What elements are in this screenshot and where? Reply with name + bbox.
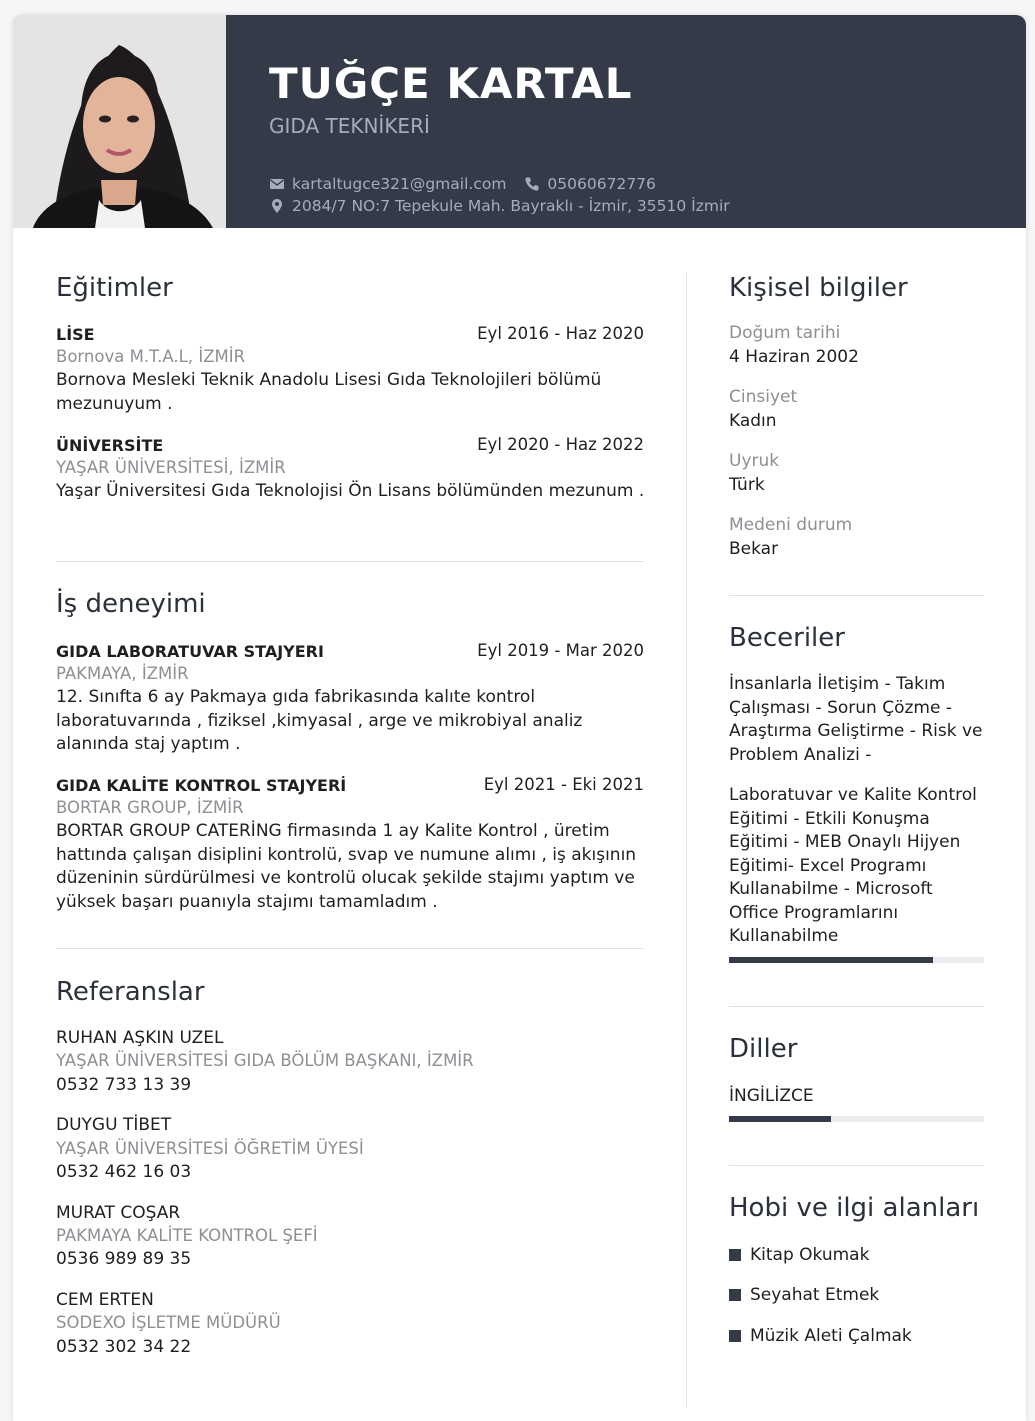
contact-row [269,175,656,193]
candidate-title: GIDA TEKNİKERİ [269,114,430,138]
language-level-fill [729,1116,831,1122]
phone-text[interactable]: 05060672776 [547,175,656,193]
reference-org: YAŞAR ÜNİVERSİTESİ GIDA BÖLÜM BAŞKANI, İZMİR [56,1051,474,1070]
address-text: 2084/7 NO:7 Tepekule Mah. Bayraklı - İzmir, 35510 İzmir [292,197,730,215]
personal-label: Uyruk [729,451,780,471]
section-divider [56,948,644,949]
language-level-bar [729,1116,984,1122]
section-divider [729,595,984,596]
skill-level-bar [729,957,984,963]
candidate-name: TUĞÇE KARTAL [269,59,633,108]
reference-phone[interactable]: 0532 733 13 39 [56,1075,192,1095]
experience-date: Eyl 2021 - Eki 2021 [483,775,644,794]
education-desc: Yaşar Üniversitesi Gıda Teknolojisi Ön Lisans bölümünden mezunum . [56,481,645,501]
hobby-label: Müzik Aleti Çalmak [750,1326,912,1346]
education-school: Bornova M.T.A.L, İZMİR [56,347,246,366]
hobby-label: Seyahat Etmek [750,1285,880,1305]
reference-name: DUYGU TİBET [56,1115,172,1135]
references-heading: Referanslar [56,977,205,1007]
resume-sheet [13,15,1026,1421]
address-row [269,197,730,215]
section-divider [56,561,644,562]
reference-name: CEM ERTEN [56,1290,154,1310]
reference-phone[interactable]: 0536 989 89 35 [56,1249,192,1269]
hobby-item [729,1245,869,1265]
experience-desc: 12. Sınıfta 6 ay Pakmaya gıda fabrikasında kalıte kontrol laboratuvarında , fiziksel ,kimyasal , arge ve mikrobiyal analiz alanında staj yaptım . [56,687,583,754]
experience-company: BORTAR GROUP, İZMİR [56,798,244,817]
experience-heading: İş deneyimi [56,589,206,619]
profile-photo [13,15,226,228]
skills-heading: Beceriler [729,623,845,653]
personal-value: Kadın [729,411,777,431]
language-name: İNGİLİZCE [729,1086,814,1106]
personal-value: 4 Haziran 2002 [729,347,859,367]
bullet-square-icon [729,1330,741,1342]
education-date: Eyl 2016 - Haz 2020 [477,324,644,343]
skills-text: İnsanlarla İletişim - Takım Çalışması - Sorun Çözme - Araştırma Geliştirme - Risk ve Problem Analizi - [729,674,983,765]
reference-org: YAŞAR ÜNİVERSİTESİ ÖĞRETİM ÜYESİ [56,1139,364,1158]
section-divider [729,1006,984,1007]
personal-label: Doğum tarihi [729,323,841,343]
reference-name: MURAT COŞAR [56,1203,181,1223]
personal-value: Türk [729,475,765,495]
reference-phone[interactable]: 0532 462 16 03 [56,1162,192,1182]
experience-company: PAKMAYA, İZMİR [56,664,189,683]
reference-org: SODEXO İŞLETME MÜDÜRÜ [56,1313,281,1332]
personal-heading: Kişisel bilgiler [729,273,908,303]
experience-date: Eyl 2019 - Mar 2020 [477,641,644,660]
personal-value: Bekar [729,539,779,559]
reference-org: PAKMAYA KALİTE KONTROL ŞEFİ [56,1226,318,1245]
skill-level-fill [729,957,933,963]
education-name: LİSE [56,325,95,344]
experience-desc: BORTAR GROUP CATERİNG firmasında 1 ay Kalite Kontrol , üretim hattında çalışan disiplini kontrolü, svap ve numune alımı , iş akışının düzeninin sürdürülmesi ve kontrolü olucak şekilde stajımı yaptım ve yüksek başarı puanıyla stajımı tamamladım . [56,821,637,912]
education-school: YAŞAR ÜNİVERSİTESİ, İZMİR [56,458,286,477]
column-divider [686,272,687,1408]
experience-name: GIDA KALİTE KONTROL STAJYERİ [56,776,347,795]
hobbies-heading: Hobi ve ilgi alanları [729,1193,980,1223]
hobby-item [729,1326,912,1346]
bullet-square-icon [729,1249,741,1261]
education-desc: Bornova Mesleki Teknik Anadolu Lisesi Gıda Teknolojileri bölümü mezunuyum . [56,370,602,414]
education-heading: Eğitimler [56,273,173,303]
personal-label: Cinsiyet [729,387,798,407]
education-date: Eyl 2020 - Haz 2022 [477,435,644,454]
reference-name: RUHAN AŞKIN UZEL [56,1028,224,1048]
personal-label: Medeni durum [729,515,853,535]
education-name: ÜNİVERSİTE [56,436,164,455]
hobby-label: Kitap Okumak [750,1245,870,1265]
section-divider [729,1165,984,1166]
phone-icon [524,176,540,192]
languages-heading: Diller [729,1034,798,1064]
envelope-icon [269,176,285,192]
reference-phone[interactable]: 0532 302 34 22 [56,1337,192,1357]
skills-text: Laboratuvar ve Kalite Kontrol Eğitimi - Etkili Konuşma Eğitimi - MEB Onaylı Hijyen Eğitimi- Excel Programı Kullanabilme - Microsoft Office Programlarını Kullanabilme [729,785,977,946]
bullet-square-icon [729,1289,741,1301]
experience-name: GIDA LABORATUVAR STAJYERI [56,642,324,661]
hobby-item [729,1285,879,1305]
email-text[interactable]: kartaltugce321@gmail.com [292,175,507,193]
map-pin-icon [269,198,285,214]
resume-header [13,15,1026,228]
